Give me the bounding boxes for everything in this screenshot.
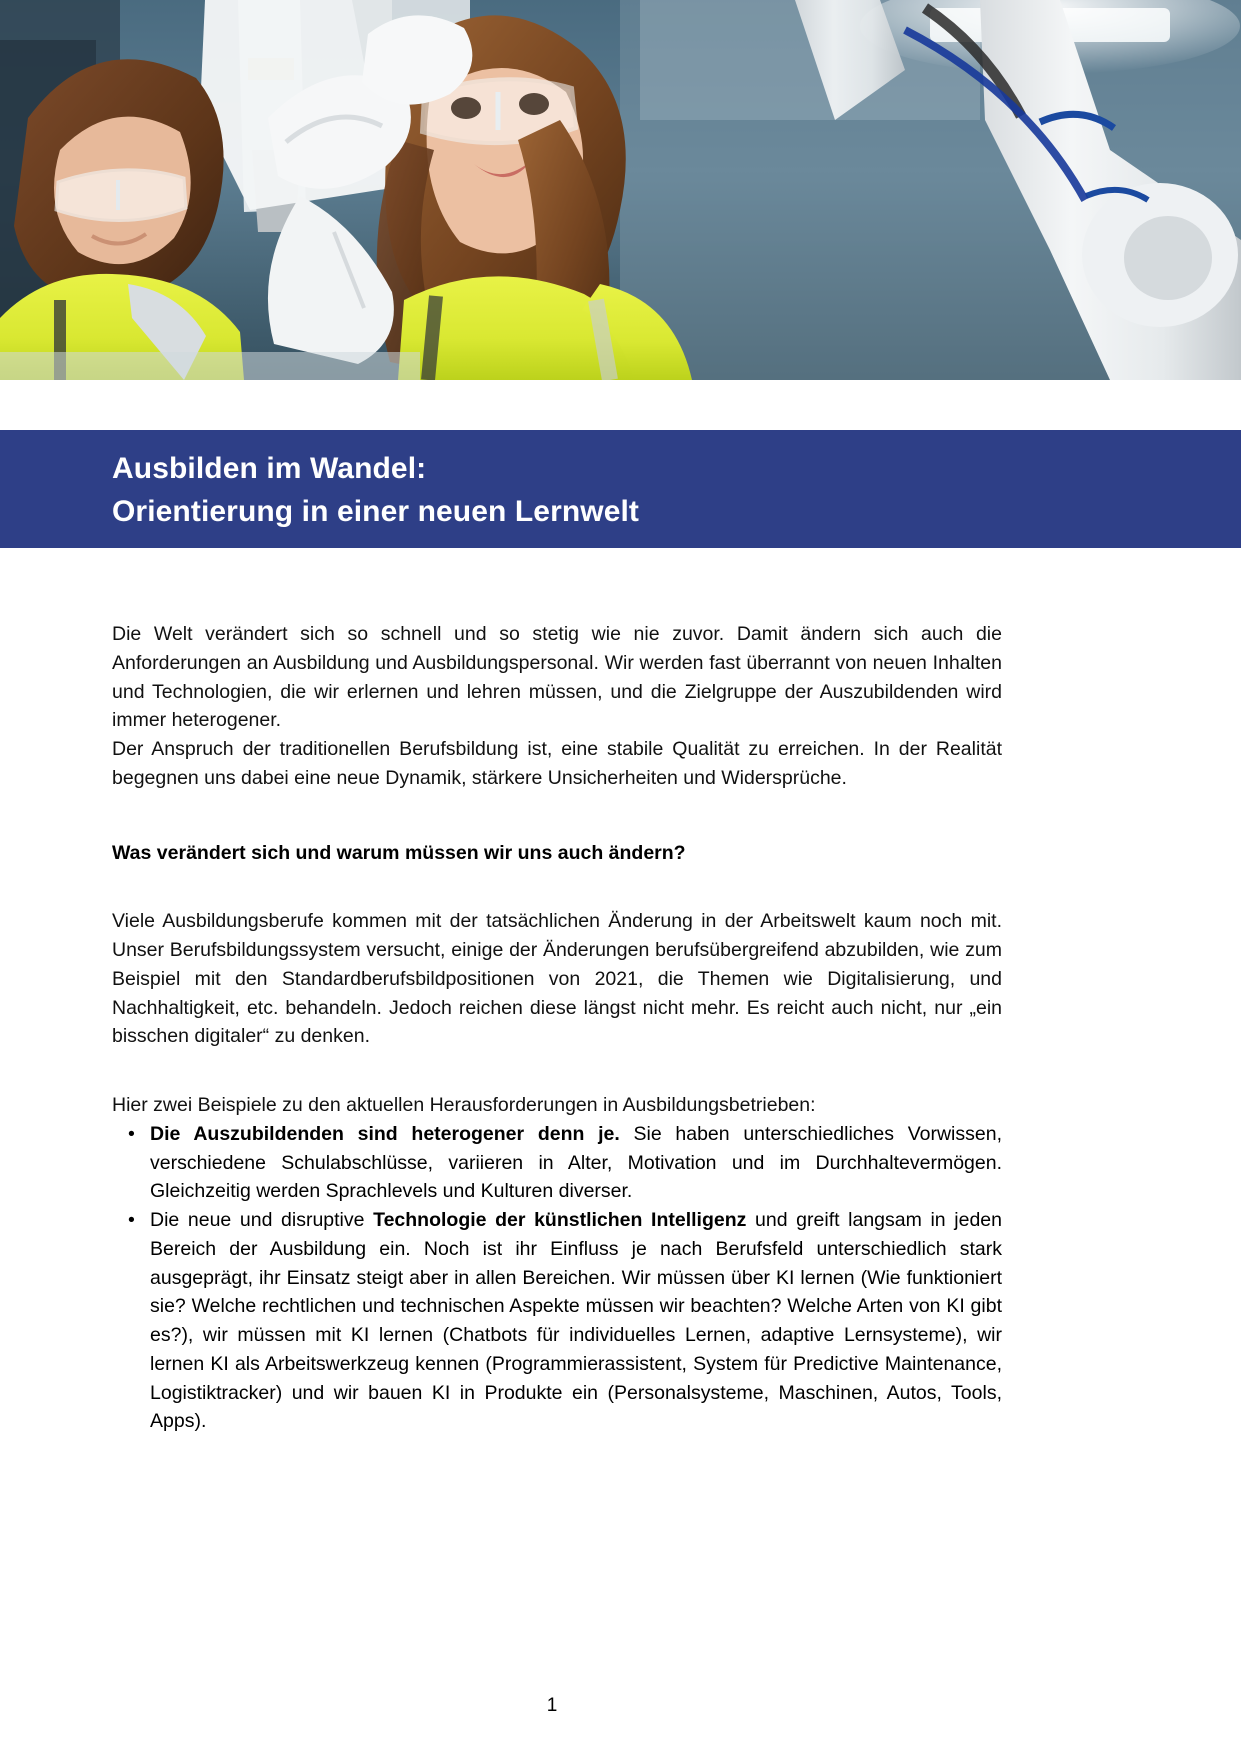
- paragraph-3: Viele Ausbildungsberufe kommen mit der tatsächlichen Änderung in der Arbeitswelt kaum noch mit. Unser Berufsbildungssystem versucht, einige der Änderungen berufsübergreifend abzubilden, wie zum Beispiel mit den Standardberufsbildpositionen von 2021, die Themen wie Digitalisierung, und Nachhaltigkeit, etc. behandeln. Jedoch reichen diese längst nicht mehr. Es reicht auch nicht, nur „ein bisschen digitaler“ zu denken.: [112, 910, 1002, 1048]
- document-body: [112, 620, 1002, 1436]
- spacer: [112, 793, 1002, 839]
- page-number: 1: [546, 1695, 558, 1716]
- list-item-lead-text: Die neue und disruptive: [150, 1209, 374, 1231]
- list-item-bold-mid: Technologie der künstlichen Intelligenz: [373, 1209, 747, 1231]
- intro-paragraph-2: Der Anspruch der traditionellen Berufsbildung ist, eine stabile Qualität zu erreichen. In der Realität begegnen uns dabei eine neue Dynamik, stärkere Unsicherheiten und Widersprüche.: [112, 738, 1002, 789]
- hero-image: [0, 0, 1241, 380]
- section-heading: Was verändert sich und warum müssen wir uns auch ändern?: [112, 841, 686, 864]
- title-banner: [0, 430, 1241, 548]
- list-item: [150, 1120, 1002, 1206]
- list-item-text: Sie haben unterschiedliches Vorwissen, verschiedene Schulabschlüsse, variieren in Alter, Motivation und im Durchhaltevermögen. Gleichzeitig werden Sprachlevels und Kulturen diverser.: [150, 1122, 1002, 1203]
- challenges-list: [112, 1120, 1002, 1436]
- list-intro: Hier zwei Beispiele zu den aktuellen Herausforderungen in Ausbildungsbetrieben:: [112, 1094, 816, 1116]
- list-item-text: und greift langsam in jeden Bereich der Ausbildung ein. Noch ist ihr Einfluss je nach Berufsfeld unterschiedlich stark ausgeprägt, ihr Einsatz steigt aber in allen Bereichen. Wir müssen über KI lernen (Wie funktioniert sie? Welche rechtlichen und technischen Aspekte müssen wir beachten? Welche Arten von KI gibt es?), wir müssen mit KI lernen (Chatbots für individuelles Lernen, adaptive Lernsysteme), wir lernen KI als Arbeitswerkzeug kennen (Programmierassistent, System für Predictive Maintenance, Logistiktracker) und wir bauen KI in Produkte ein (Personalsysteme, Maschinen, Autos, Tools, Apps).: [150, 1209, 1002, 1433]
- list-item: [150, 1206, 1002, 1436]
- list-item-bold-lead: Die Auszubildenden sind heterogener denn je.: [150, 1122, 620, 1145]
- spacer: [112, 1051, 1002, 1091]
- hero-photo-illustration: [0, 0, 1241, 380]
- spacer: [112, 867, 1002, 907]
- page-title-line-2: Orientierung in einer neuen Lernwelt: [112, 494, 640, 528]
- intro-paragraph-1: Die Welt verändert sich so schnell und so stetig wie nie zuvor. Damit ändern sich auch die Anforderungen an Ausbildung und Ausbildungspersonal. Wir werden fast überrannt von neuen Inhalten und Technologien, die wir erlernen und lehren müssen, und die Zielgruppe der Auszubildenden wird immer heterogener.: [112, 623, 1002, 732]
- page-title-line-1: Ausbilden im Wandel:: [112, 452, 427, 485]
